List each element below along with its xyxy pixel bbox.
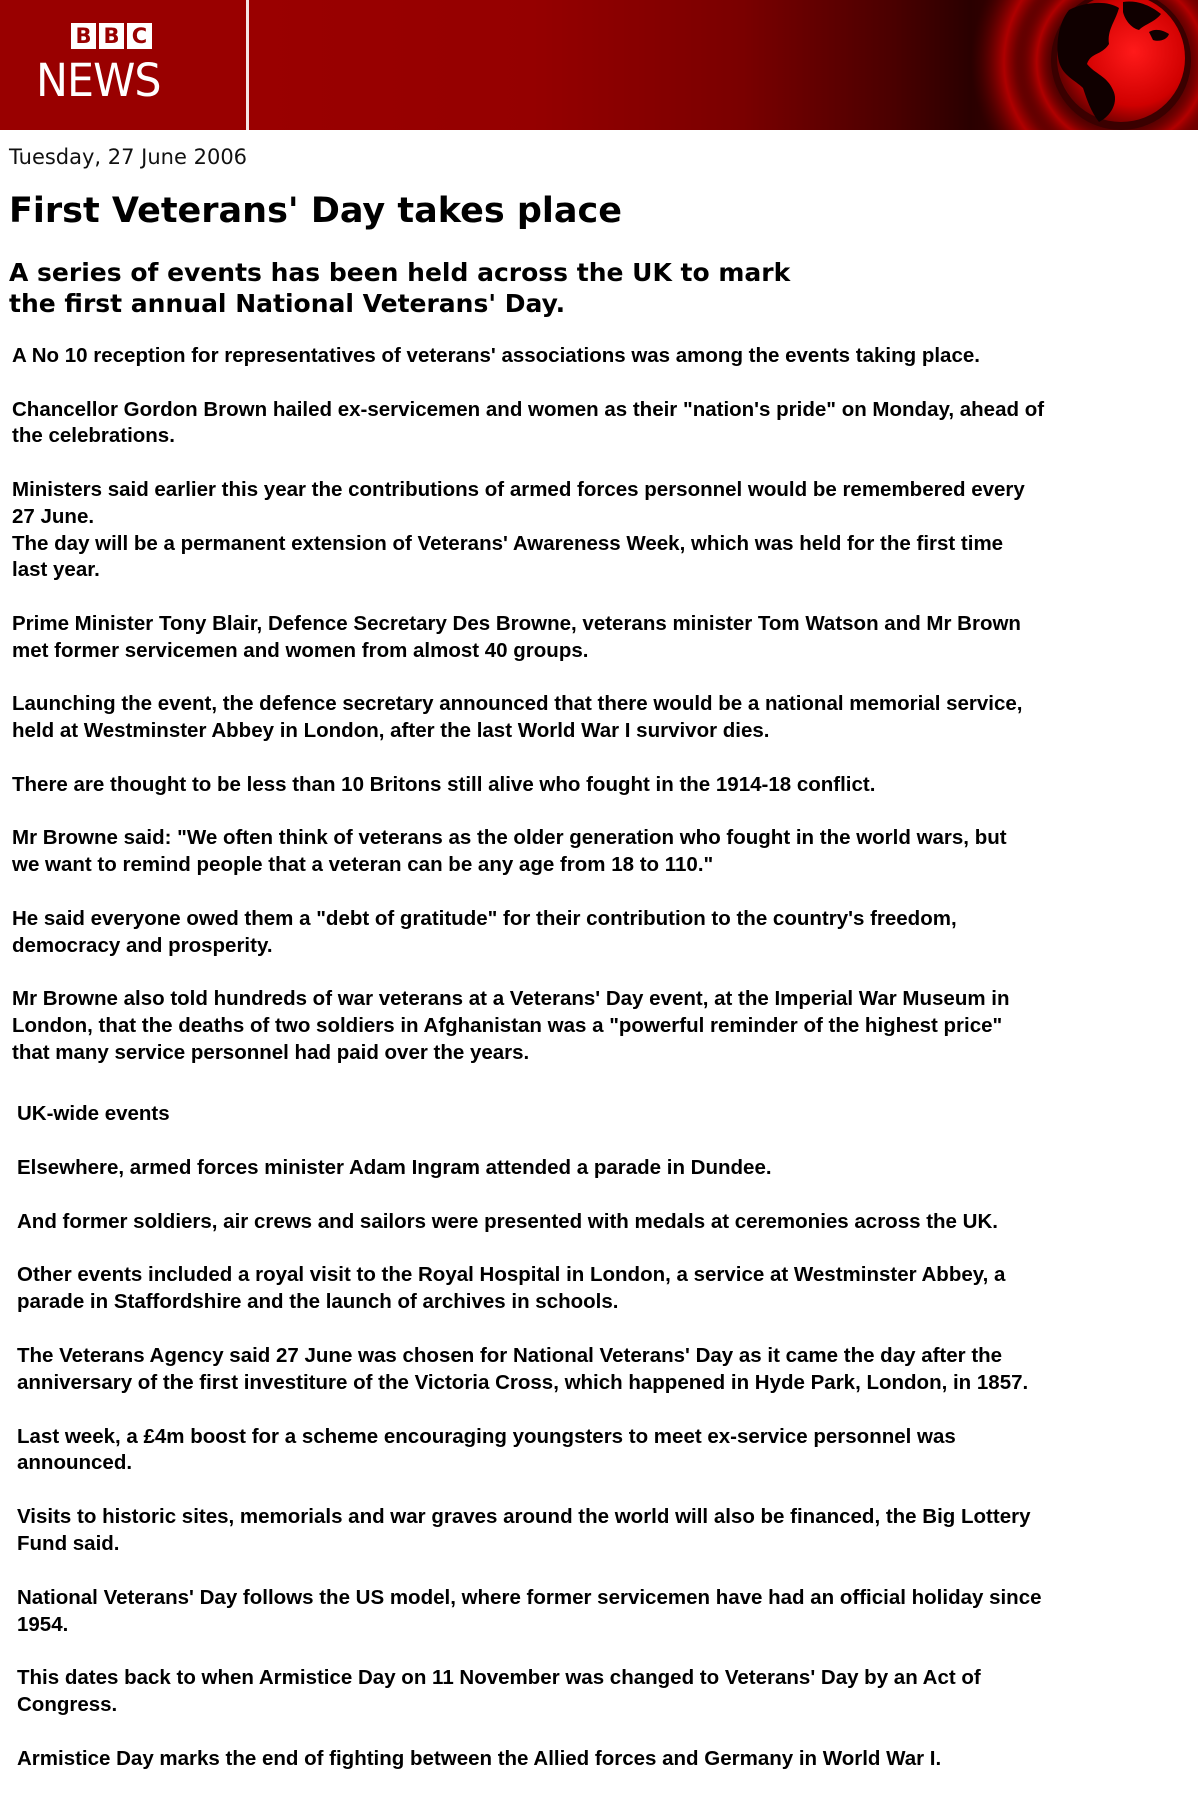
standfirst-line: the first annual National Veterans' Day. [9,289,566,318]
globe-icon [249,0,1198,130]
bbc-news-logo[interactable] [0,0,246,130]
paragraph-line: last year. [12,558,100,582]
article-paragraph [17,1504,1197,1558]
paragraph-line: Last week, a £4m boost for a scheme encouraging youngsters to meet ex-service personnel was [17,1424,956,1448]
paragraph-line: Launching the event, the defence secretary announced that there would be a national memorial service, [12,692,1023,716]
article-date: Tuesday, 27 June 2006 [9,145,248,169]
paragraph-line: There are thought to be less than 10 Britons still alive who fought in the 1914-18 conflict. [12,772,876,796]
standfirst-line: A series of events has been held across the UK to mark [9,258,791,287]
paragraph-line: Fund said. [17,1531,120,1555]
article-paragraph [12,986,1197,1066]
bbc-letter-box: B [99,23,124,49]
article-paragraph [17,1585,1197,1639]
paragraph-line: Mr Browne said: "We often think of veterans as the older generation who fought in the world wars, but [12,826,1007,850]
paragraph-line: Elsewhere, armed forces minister Adam Ingram attended a parade in Dundee. [17,1155,772,1179]
bbc-news-banner [0,0,1198,130]
paragraph-line: met former servicemen and women from almost 40 groups. [12,638,589,662]
article-headline: First Veterans' Day takes place [9,191,623,231]
article-paragraph [12,343,1197,370]
paragraph-line: announced. [17,1451,133,1475]
paragraph-line: Mr Browne also told hundreds of war veterans at a Veterans' Day event, at the Imperial War Museum in [12,987,1010,1011]
paragraph-line: London, that the deaths of two soldiers in Afghanistan was a "powerful reminder of the highest price" [12,1013,1003,1037]
article-paragraph [17,1746,1197,1773]
article-paragraph [12,397,1197,451]
article-section-uk-wide-events [17,1101,1197,1800]
article-body [12,343,1197,1093]
bbc-letter-box: C [127,23,152,49]
paragraph-line: anniversary of the first investiture of the Victoria Cross, which happened in Hyde Park, London, in 1857. [17,1370,1029,1394]
article-paragraph [12,611,1197,665]
paragraph-line: held at Westminster Abbey in London, after the last World War I survivor dies. [12,719,770,743]
paragraph-line: The day will be a permanent extension of Veterans' Awareness Week, which was held for the first time [12,531,1004,555]
paragraph-line: Armistice Day marks the end of fighting between the Allied forces and Germany in World War I. [17,1746,942,1770]
paragraph-line: 27 June. [12,504,95,528]
article-paragraph [12,531,1197,585]
article-paragraph [17,1209,1197,1236]
article-paragraph [17,1262,1197,1316]
article-paragraph [17,1343,1197,1397]
paragraph-line: Visits to historic sites, memorials and war graves around the world will also be financed, the Big Lottery [17,1505,1031,1529]
article-standfirst [9,257,790,319]
article-paragraph [12,772,1197,799]
paragraph-line: parade in Staffordshire and the launch of archives in schools. [17,1290,619,1314]
banner-artwork [249,0,1198,130]
article-paragraph [12,477,1197,531]
paragraph-line: He said everyone owed them a "debt of gratitude" for their contribution to the country's freedom, [12,906,957,930]
paragraph-line: we want to remind people that a veteran can be any age from 18 to 110." [12,853,714,877]
paragraph-line: This dates back to when Armistice Day on 11 November was changed to Veterans' Day by an Act of [17,1666,981,1690]
paragraph-line: Chancellor Gordon Brown hailed ex-servicemen and women as their "nation's pride" on Monday, ahead of [12,397,1045,421]
paragraph-line: Ministers said earlier this year the contributions of armed forces personnel would be remembered every [12,477,1025,501]
article-paragraph [12,691,1197,745]
paragraph-line: A No 10 reception for representatives of veterans' associations was among the events taking place. [12,344,980,367]
section-heading: UK-wide events [17,1102,170,1125]
bbc-letter-box: B [71,23,96,49]
article-paragraph [17,1155,1197,1182]
paragraph-line: The Veterans Agency said 27 June was chosen for National Veterans' Day as it came the day after the [17,1343,1003,1367]
paragraph-line: 1954. [17,1612,69,1636]
article-paragraph [17,1424,1197,1478]
paragraph-line: the celebrations. [12,424,175,448]
article-paragraph [17,1665,1197,1719]
paragraph-line: National Veterans' Day follows the US model, where former servicemen have had an official holiday since [17,1585,1042,1609]
article-paragraph [12,906,1197,960]
paragraph-line: Prime Minister Tony Blair, Defence Secretary Des Browne, veterans minister Tom Watson and Mr Brown [12,611,1021,635]
paragraph-line: that many service personnel had paid over the years. [12,1040,530,1064]
news-wordmark: NEWS [36,54,161,107]
article-paragraph [12,825,1197,879]
paragraph-line: And former soldiers, air crews and sailors were presented with medals at ceremonies across the UK. [17,1209,998,1233]
bbc-wordmark [71,23,152,49]
paragraph-line: Other events included a royal visit to the Royal Hospital in London, a service at Westminster Abbey, a [17,1263,1006,1287]
paragraph-line: democracy and prosperity. [12,933,273,957]
paragraph-line: Congress. [17,1693,118,1717]
